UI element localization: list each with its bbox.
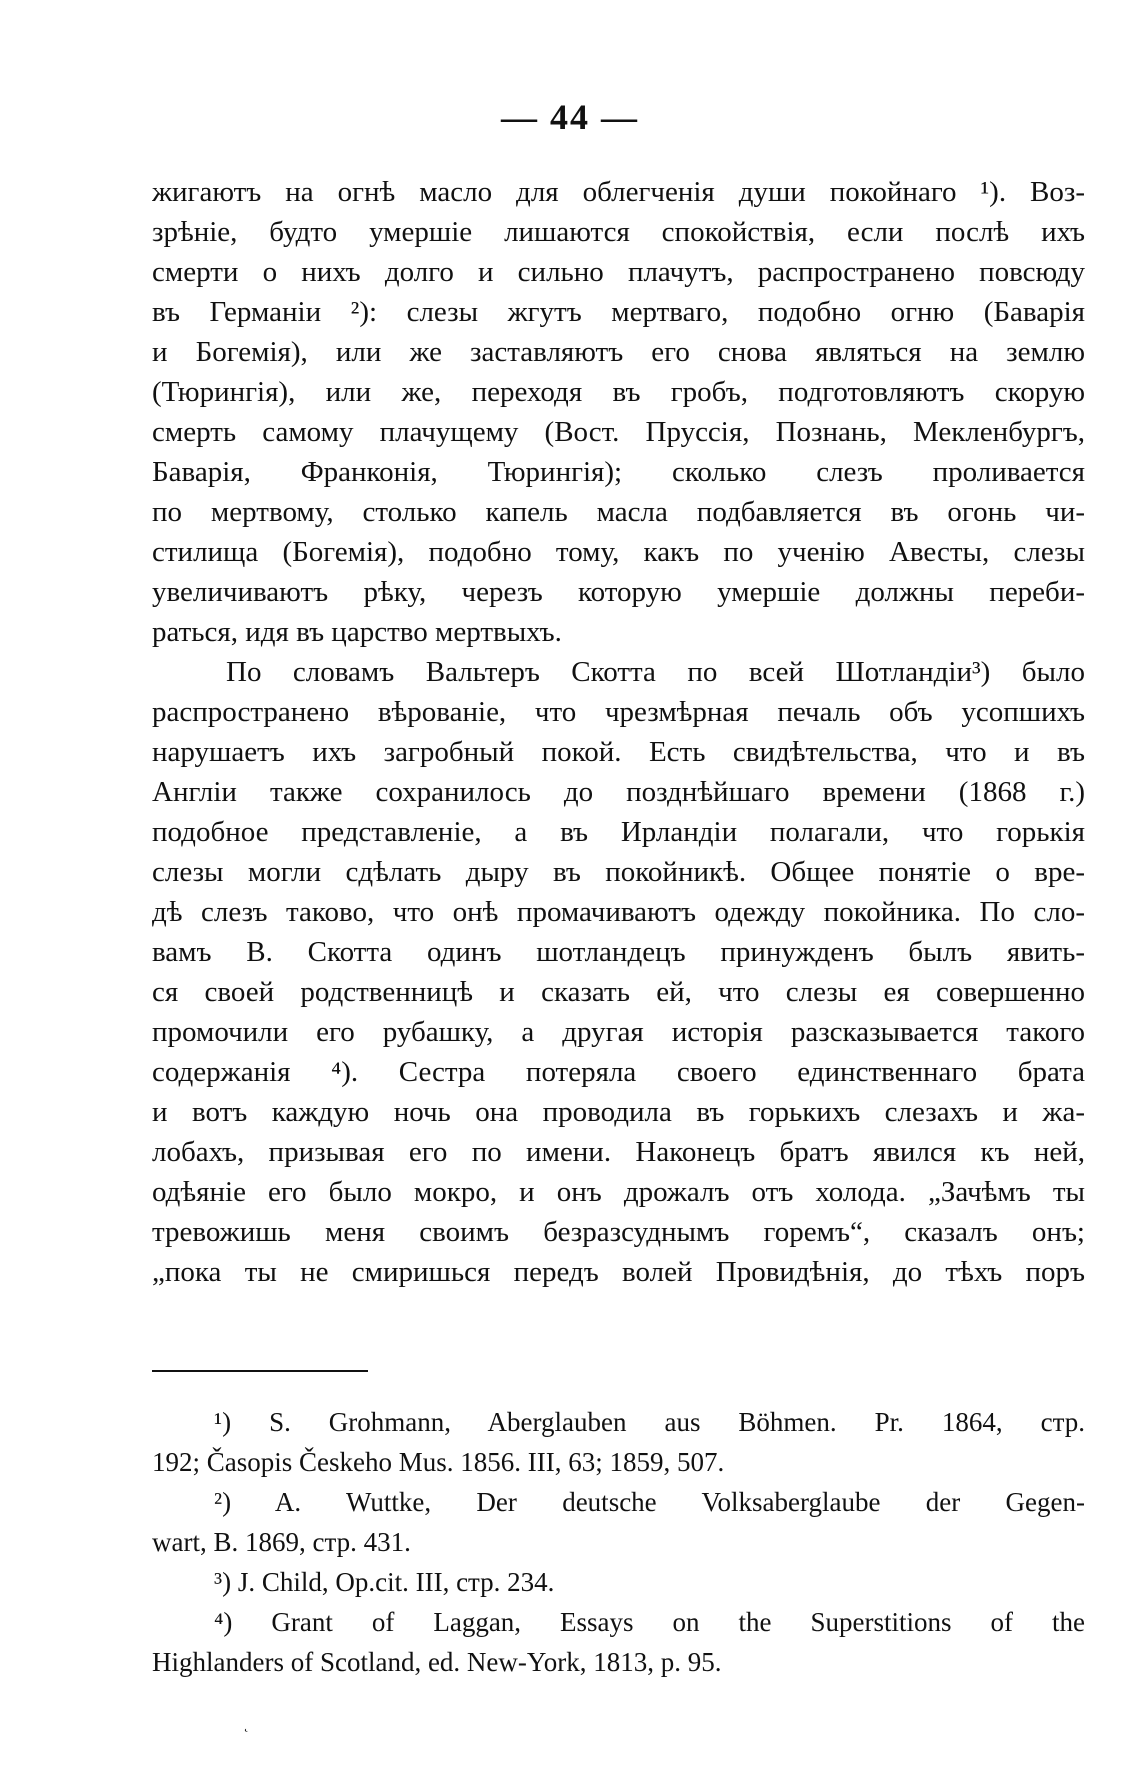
text-line: содержанія ⁴). Сестра потеряла своего единственнаго брата [152, 1056, 1085, 1088]
text-line: „пока ты не смиришься передъ волей Провидѣнія, до тѣхъ поръ [152, 1256, 1085, 1288]
page-number: — 44 — [501, 97, 639, 137]
text-line: смерть самому плачущему (Вост. Пруссія, Познань, Мекленбургъ, [152, 416, 1085, 448]
text-line: Англіи также сохранилось до позднѣйшаго времени (1868 г.) [152, 776, 1085, 808]
text-line: распространено вѣрованіе, что чрезмѣрная печаль объ усопшихъ [152, 696, 1085, 728]
text-line: въ Германіи ²): слезы жгутъ мертваго, подобно огню (Баварія [152, 296, 1085, 328]
text-line: слезы могли сдѣлать дыру въ покойникѣ. Общее понятіе о вре- [152, 856, 1085, 888]
text-line: вамъ В. Скотта одинъ шотландецъ принужденъ былъ явить- [152, 936, 1085, 968]
stray-ink-mark: ˛ [244, 1718, 249, 1733]
text-line: промочили его рубашку, а другая исторія разсказывается такого [152, 1016, 1085, 1048]
text-line: (Тюрингія), или же, переходя въ гробъ, подготовляютъ скорую [152, 376, 1085, 408]
text-line: и вотъ каждую ночь она проводила въ горькихъ слезахъ и жа- [152, 1096, 1085, 1128]
text-line: смерти о нихъ долго и сильно плачутъ, распространено повсюду [152, 256, 1085, 288]
paragraph-start-line: По словамъ Вальтеръ Скотта по всей Шотландіи³) было [226, 656, 1085, 688]
text-line: одѣяніе его было мокро, и онъ дрожалъ отъ холода. „Зачѣмъ ты [152, 1176, 1085, 1208]
text-line: дѣ слезъ таково, что онѣ промачиваютъ одежду покойника. По сло- [152, 896, 1085, 928]
text-line: и Богемія), или же заставляютъ его снова являться на землю [152, 336, 1085, 368]
text-line: лобахъ, призывая его по имени. Наконецъ братъ явился къ ней, [152, 1136, 1085, 1168]
footnote-2-line: wart, B. 1869, стр. 431. [152, 1527, 411, 1557]
main-text [152, 172, 1085, 1292]
text-line: нарушаетъ ихъ загробный покой. Есть свидѣтельства, что и въ [152, 736, 1085, 768]
text-line: стилища (Богемія), подобно тому, какъ по ученію Авесты, слезы [152, 536, 1085, 568]
footnotes [152, 1402, 1085, 1682]
text-line: увеличиваютъ рѣку, черезъ которую умершіе должны переби- [152, 576, 1085, 608]
text-line: раться, идя въ царство мертвыхъ. [152, 616, 562, 648]
footnote-1-line: ¹) S. Grohmann, Aberglauben aus Böhmen. Pr. 1864, стр. [214, 1407, 1085, 1437]
text-line: зрѣніе, будто умершіе лишаются спокойствія, если послѣ ихъ [152, 216, 1085, 248]
footnote-1-line: 192; Časopis Českeho Mus. 1856. III, 63; 1859, 507. [152, 1447, 725, 1477]
text-line: подобное представленіе, а въ Ирландіи полагали, что горькія [152, 816, 1085, 848]
text-line: по мертвому, столько капель масла подбавляется въ огонь чи- [152, 496, 1085, 528]
footnote-2-line: ²) A. Wuttke, Der deutsche Volksaberglaube der Gegen- [214, 1487, 1085, 1517]
footnote-4-line: ⁴) Grant of Laggan, Essays on the Superstitions of the [214, 1607, 1085, 1637]
text-line: ся своей родственницѣ и сказать ей, что слезы ея совершенно [152, 976, 1085, 1008]
footnote-3-line: ³) J. Child, Op.cit. III, стр. 234. [214, 1567, 555, 1597]
text-line: Баварія, Франконія, Тюрингія); сколько слезъ проливается [152, 456, 1085, 488]
text-line: жигаютъ на огнѣ масло для облегченія души покойнаго ¹). Воз- [152, 176, 1085, 208]
footnote-4-line: Highlanders of Scotland, ed. New-York, 1813, p. 95. [152, 1647, 722, 1677]
text-line: тревожишь меня своимъ безразсуднымъ горемъ“, сказалъ онъ; [152, 1216, 1085, 1248]
footnote-divider [152, 1370, 368, 1372]
